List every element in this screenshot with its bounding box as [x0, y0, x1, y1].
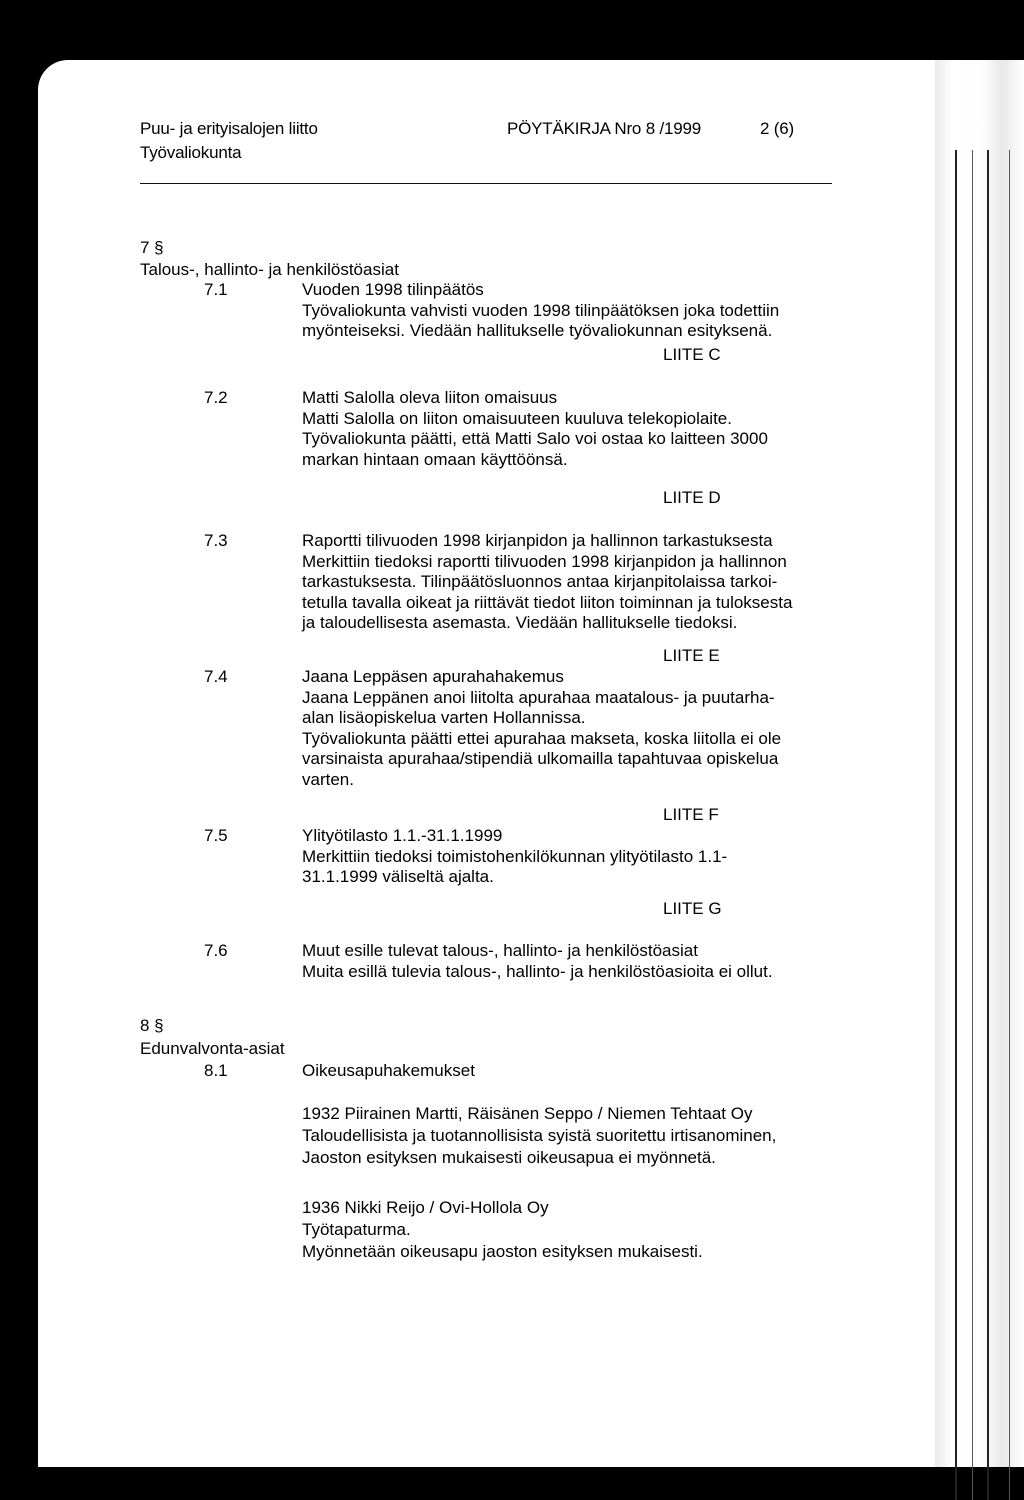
item-text-line: Jaana Leppänen anoi liitolta apurahaa maatalous- ja puutarha- — [302, 687, 775, 707]
spine-edge-line — [987, 150, 989, 1500]
header-rule — [140, 183, 832, 184]
item-text-line: ja taloudellisesta asemasta. Viedään hallitukselle tiedoksi. — [302, 613, 738, 633]
item-body — [302, 388, 822, 470]
appendix-label: LIITE E — [663, 646, 720, 665]
item-number: 8.1 — [204, 1061, 228, 1080]
item-number: 7.2 — [204, 388, 228, 407]
header-org: Puu- ja erityisalojen liitto — [140, 119, 318, 138]
item-heading: Jaana Leppäsen apurahahakemus — [302, 667, 564, 686]
item-text-line: tetulla tavalla oikeat ja riittävät tiedot liiton toiminnan ja tuloksesta — [302, 592, 793, 612]
item-body — [302, 531, 822, 634]
spine-edge-line — [955, 150, 957, 1500]
item-number: 7.3 — [204, 531, 228, 550]
item-text-line: alan lisäopiskelua varten Hollannissa. — [302, 708, 586, 728]
appendix-label: LIITE C — [663, 345, 721, 364]
appendix-label: LIITE D — [663, 488, 721, 507]
item-body — [302, 826, 822, 888]
section-8-title: Edunvalvonta-asiat — [140, 1039, 285, 1058]
item-text-line: varsinaista apurahaa/stipendiä ulkomailla tapahtuvaa opiskelua — [302, 749, 779, 769]
case-text-line: Työtapaturma. — [302, 1220, 411, 1239]
item-number: 7.1 — [204, 280, 228, 299]
item-text-line: Muita esillä tulevia talous-, hallinto- ja henkilöstöasioita ei ollut. — [302, 961, 773, 981]
item-text-line: Matti Salolla on liiton omaisuuteen kuuluva telekopiolaite. — [302, 408, 732, 428]
section-7-title: Talous-, hallinto- ja henkilöstöasiat — [140, 260, 399, 279]
spine-edge-line — [972, 150, 973, 1500]
case-text-line: 1936 Nikki Reijo / Ovi-Hollola Oy — [302, 1198, 549, 1217]
item-heading: Vuoden 1998 tilinpäätös — [302, 280, 484, 299]
item-heading — [302, 1061, 822, 1082]
item-body — [302, 941, 822, 982]
item-heading-text: Oikeusapuhakemukset — [302, 1061, 475, 1080]
appendix-label: LIITE G — [663, 899, 722, 918]
item-number: 7.5 — [204, 826, 228, 845]
item-number: 7.6 — [204, 941, 228, 960]
item-text-line: varten. — [302, 769, 354, 789]
case-text-line: 1932 Piirainen Martti, Räisänen Seppo / Niemen Tehtaat Oy — [302, 1104, 753, 1123]
header-dept: Työvaliokunta — [140, 143, 242, 162]
legal-aid-case — [302, 1103, 822, 1169]
item-heading: Raportti tilivuoden 1998 kirjanpidon ja hallinnon tarkastuksesta — [302, 531, 773, 550]
book-spine — [935, 60, 1024, 1467]
header-page-number: 2 (6) — [760, 119, 794, 138]
item-text-line: Merkittiin tiedoksi toimistohenkilökunnan ylityötilasto 1.1- — [302, 846, 728, 866]
appendix-label: LIITE F — [663, 805, 719, 824]
item-text-line: tarkastuksesta. Tilinpäätösluonnos antaa kirjanpitolaissa tarkoi- — [302, 572, 778, 592]
item-text-line: Työvaliokunta päätti, että Matti Salo voi ostaa ko laitteen 3000 — [302, 429, 768, 449]
item-text-line: Merkittiin tiedoksi raportti tilivuoden 1998 kirjanpidon ja hallinnon — [302, 551, 787, 571]
item-text-line: Työvaliokunta päätti ettei apurahaa makseta, koska liitolla ei ole — [302, 728, 782, 748]
header-doc-number: PÖYTÄKIRJA Nro 8 /1999 — [507, 119, 702, 138]
item-number: 7.4 — [204, 667, 228, 686]
item-heading: Matti Salolla oleva liiton omaisuus — [302, 388, 558, 407]
spine-edge-line — [1009, 150, 1010, 1500]
item-text-line: Työvaliokunta vahvisti vuoden 1998 tilinpäätöksen joka todettiin — [302, 300, 780, 320]
item-text-line: markan hintaan omaan käyttöönsä. — [302, 449, 568, 469]
item-body — [302, 280, 822, 342]
item-heading: Ylityötilasto 1.1.-31.1.1999 — [302, 826, 503, 845]
case-text-line: Myönnetään oikeusapu jaoston esityksen mukaisesti. — [302, 1242, 703, 1261]
item-text-line: myönteiseksi. Viedään hallitukselle työvaliokunnan esityksenä. — [302, 321, 773, 341]
item-heading: Muut esille tulevat talous-, hallinto- ja henkilöstöasiat — [302, 941, 698, 960]
item-body — [302, 667, 822, 791]
legal-aid-case — [302, 1197, 822, 1263]
section-8-mark: 8 § — [140, 1016, 164, 1035]
case-text-line: Taloudellisista ja tuotannollisista syistä suoritettu irtisanominen, — [302, 1126, 777, 1145]
section-7-mark: 7 § — [140, 238, 164, 257]
case-text-line: Jaoston esityksen mukaisesti oikeusapua ei myönnetä. — [302, 1148, 716, 1167]
item-text-line: 31.1.1999 väliseltä ajalta. — [302, 867, 494, 887]
